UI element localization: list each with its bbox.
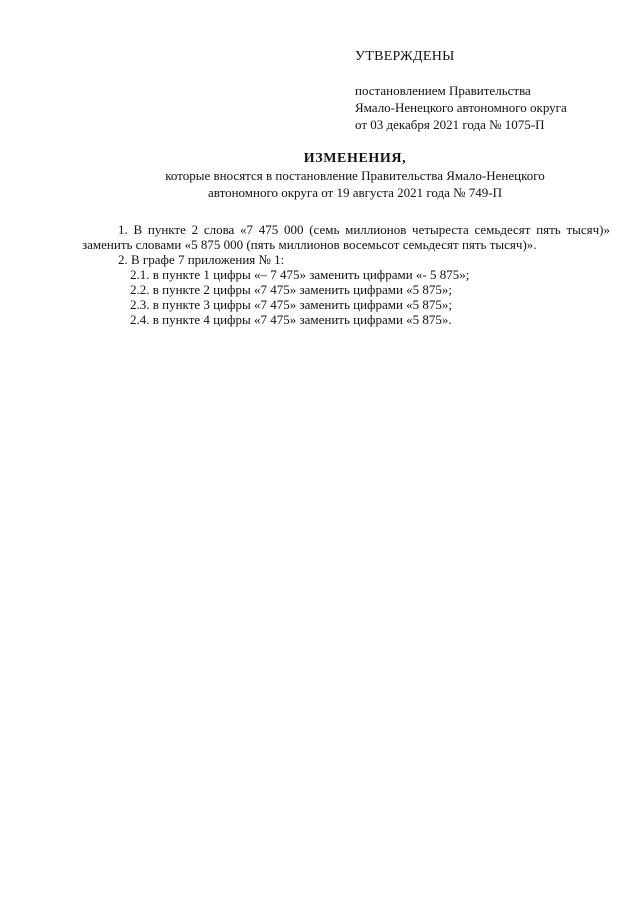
paragraph-2: 2. В графе 7 приложения № 1: (118, 252, 285, 267)
document-body (82, 222, 610, 327)
approval-block (355, 48, 625, 133)
approval-line-3: от 03 декабря 2021 года № 1075-П (355, 117, 545, 132)
approval-line-1: постановлением Правительства (355, 83, 531, 98)
list-item-2-2: 2.2. в пункте 2 цифры «7 475» заменить цифрами «5 875»; (130, 282, 453, 297)
document-subtitle-line-2: автономного округа от 19 августа 2021 года № 749-П (207, 185, 502, 200)
document-subtitle-line-1: которые вносятся в постановление Правительства Ямало-Ненецкого (165, 168, 545, 183)
list-item-2-4: 2.4. в пункте 4 цифры «7 475» заменить цифрами «5 875». (130, 312, 452, 327)
document-title-block (80, 150, 630, 201)
document-title: ИЗМЕНЕНИЯ, (303, 151, 407, 166)
list-item-2-3: 2.3. в пункте 3 цифры «7 475» заменить цифрами «5 875»; (130, 297, 453, 312)
paragraph-1: 1. В пункте 2 слова «7 475 000 (семь миллионов четыреста семьдесят пять тысяч)» заменить словами «5 875 000 (пять миллионов восемьсот семьдесят пять тысяч)». (82, 222, 610, 252)
approval-heading: УТВЕРЖДЕНЫ (355, 49, 455, 64)
approval-line-2: Ямало-Ненецкого автономного округа (355, 100, 567, 115)
list-item-2-1: 2.1. в пункте 1 цифры «– 7 475» заменить цифрами «- 5 875»; (130, 267, 470, 282)
